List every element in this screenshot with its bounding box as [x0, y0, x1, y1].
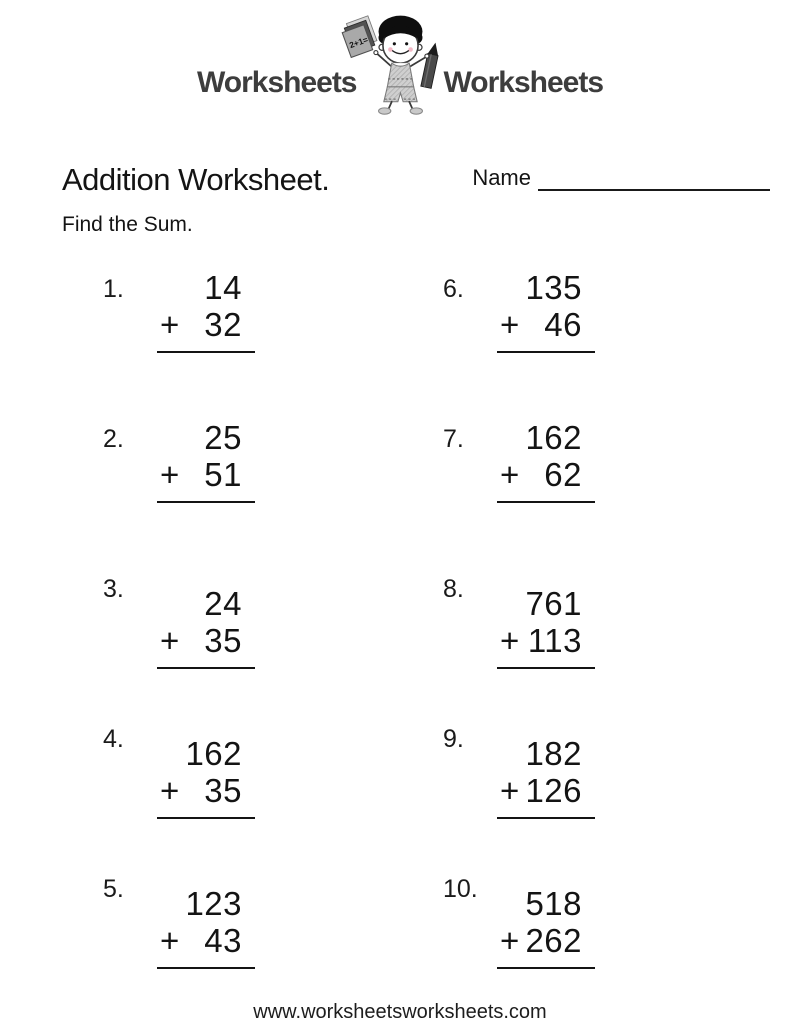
problem-stack [157, 886, 255, 969]
problem-stack [497, 736, 595, 819]
problem-number: 1. [103, 275, 124, 303]
addend-bottom: 35 [204, 621, 242, 659]
addend-top: 24 [204, 585, 242, 622]
problem-9 [443, 720, 693, 870]
problem-10 [443, 870, 693, 1020]
problem-number: 8. [443, 575, 464, 603]
addend-top: 518 [525, 885, 582, 922]
problem-8 [443, 570, 693, 720]
problem-4 [103, 720, 353, 870]
plus-operator: + [160, 921, 180, 959]
addend-top: 123 [185, 885, 242, 922]
footer-url: www.worksheetsworksheets.com [253, 1001, 547, 1023]
addend-bottom: 113 [527, 621, 582, 659]
plus-operator: + [160, 771, 180, 809]
problem-stack [157, 586, 255, 669]
addend-bottom: 46 [544, 305, 582, 343]
header [62, 162, 770, 198]
plus-operator: + [160, 455, 180, 493]
addend-bottom: 43 [204, 921, 242, 959]
problem-3 [103, 570, 353, 720]
problem-5 [103, 870, 353, 1020]
addend-bottom: 62 [544, 455, 582, 493]
pencil-icon [420, 41, 440, 88]
problems-column-left [103, 270, 353, 1020]
problem-number: 3. [103, 575, 124, 603]
plus-operator: + [160, 305, 180, 343]
plus-operator: + [500, 455, 520, 493]
addend-top: 182 [525, 735, 582, 772]
problem-stack [157, 420, 255, 503]
addend-top: 135 [525, 269, 582, 306]
logo [0, 0, 800, 124]
problem-number: 5. [103, 875, 124, 903]
flashcards-icon [339, 16, 378, 58]
addend-bottom: 262 [525, 921, 582, 959]
instruction-text: Find the Sum. [62, 213, 193, 236]
problem-number: 10. [443, 875, 478, 903]
addend-bottom: 51 [204, 455, 242, 493]
addend-top: 162 [525, 419, 582, 456]
plus-operator: + [500, 621, 520, 659]
plus-operator: + [500, 921, 520, 959]
problem-2 [103, 420, 353, 570]
addend-bottom: 35 [204, 771, 242, 809]
problem-stack [497, 420, 595, 503]
problem-stack [497, 586, 595, 669]
logo-text-left: Worksheets [196, 66, 357, 99]
addend-bottom: 32 [204, 305, 242, 343]
problem-stack [157, 270, 255, 353]
addend-top: 14 [204, 269, 242, 306]
problem-number: 4. [103, 725, 124, 753]
addend-bottom: 126 [525, 771, 582, 809]
logo-text-right: Worksheets [443, 66, 604, 99]
problems-grid [0, 270, 800, 1020]
flashcard-text: 2+1= [347, 34, 369, 51]
name-label: Name [472, 165, 531, 190]
problem-number: 2. [103, 425, 124, 453]
problems-column-right [443, 270, 693, 1020]
problem-number: 7. [443, 425, 464, 453]
problem-number: 9. [443, 725, 464, 753]
addend-top: 761 [525, 585, 582, 622]
problem-6 [443, 270, 693, 420]
problem-7 [443, 420, 693, 570]
name-field [472, 165, 770, 191]
worksheets-mascot-icon [339, 8, 462, 120]
plus-operator: + [500, 771, 520, 809]
page-title: Addition Worksheet. [62, 162, 330, 197]
plus-operator: + [160, 621, 180, 659]
problem-stack [497, 270, 595, 353]
addend-top: 25 [204, 419, 242, 456]
problem-stack [497, 886, 595, 969]
name-blank-line [538, 171, 770, 191]
problem-number: 6. [443, 275, 464, 303]
addend-top: 162 [185, 735, 242, 772]
problem-stack [157, 736, 255, 819]
plus-operator: + [500, 305, 520, 343]
problem-1 [103, 270, 353, 420]
